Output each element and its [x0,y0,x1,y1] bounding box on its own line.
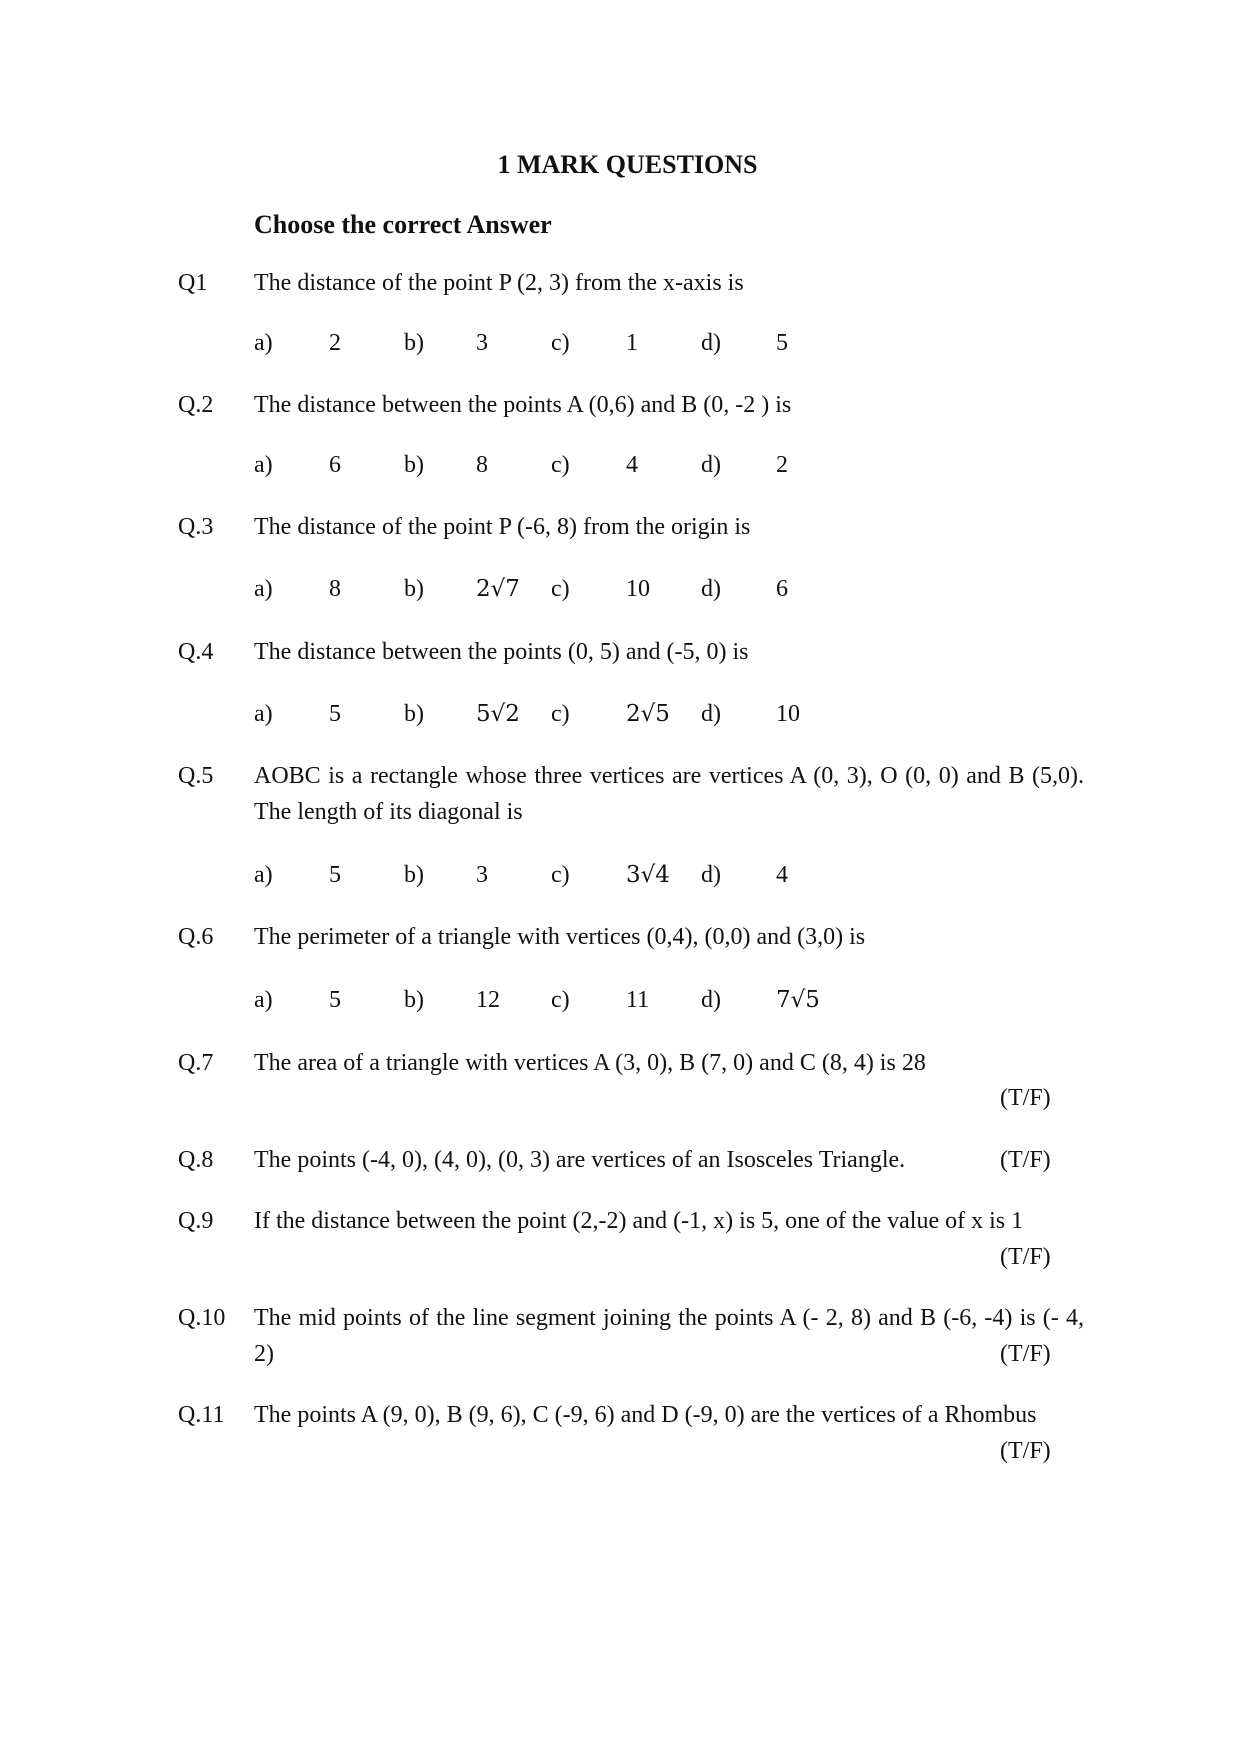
question-number: Q.2 [178,392,214,418]
option-label: a) [254,452,273,478]
question-text: The mid points of the line segment joining the points A (- 2, 8) and B (-6, -4) is (- 4, 2) [254,1305,1084,1367]
options-row [254,452,854,488]
option-value: 7√5 [776,987,820,1013]
option-label: d) [701,701,721,727]
true-false-marker: (T/F) [1000,1085,1051,1111]
option-value: 3√4 [626,862,670,888]
option-value: 10 [626,576,650,602]
question-text: The distance between the points A (0,6) and B (0, -2 ) is [254,392,792,418]
option-value: 5 [776,330,788,356]
option-value: 2 [776,452,788,478]
option-label: d) [701,330,721,356]
question-number: Q.7 [178,1050,214,1076]
question-number: Q.11 [178,1402,225,1428]
question-number: Q.5 [178,763,214,789]
option-value: 8 [476,452,488,478]
option-label: b) [404,701,424,727]
option-value: 5√2 [476,701,520,727]
true-false-marker: (T/F) [1000,1438,1051,1464]
option-label: c) [551,576,570,602]
options-row [254,701,854,737]
option-value: 6 [329,452,341,478]
option-label: a) [254,701,273,727]
option-value: 1 [626,330,638,356]
question-number: Q.3 [178,514,214,540]
question-text: The points (-4, 0), (4, 0), (0, 3) are vertices of an Isosceles Triangle. [254,1147,906,1173]
option-label: c) [551,862,570,888]
question-text: The points A (9, 0), B (9, 6), C (-9, 6) and D (-9, 0) are the vertices of a Rhombus [254,1402,1037,1428]
option-label: d) [701,862,721,888]
options-row [254,987,854,1023]
true-false-marker: (T/F) [1000,1341,1051,1367]
option-label: d) [701,576,721,602]
option-label: b) [404,987,424,1013]
option-value: 5 [329,862,341,888]
option-value: 8 [329,576,341,602]
option-value: 6 [776,576,788,602]
option-label: c) [551,452,570,478]
option-label: b) [404,862,424,888]
true-false-marker: (T/F) [1000,1147,1051,1173]
option-label: d) [701,987,721,1013]
option-value: 4 [776,862,788,888]
option-label: a) [254,987,273,1013]
option-label: b) [404,330,424,356]
question-text: The distance of the point P (-6, 8) from the origin is [254,514,751,540]
option-label: b) [404,576,424,602]
option-label: c) [551,987,570,1013]
option-value: 2√5 [626,701,670,727]
question-text: AOBC is a rectangle whose three vertices are vertices A (0, 3), O (0, 0) and B (5,0). The length of its diagonal is [254,763,1084,825]
question-number: Q.6 [178,924,214,950]
question-number: Q.4 [178,639,214,665]
option-value: 4 [626,452,638,478]
option-value: 5 [329,987,341,1013]
instruction-heading: Choose the correct Answer [254,210,552,239]
option-value: 11 [626,987,650,1013]
question-text: The perimeter of a triangle with vertices (0,4), (0,0) and (3,0) is [254,924,866,950]
option-label: a) [254,576,273,602]
option-value: 10 [776,701,800,727]
question-text: The distance between the points (0, 5) and (-5, 0) is [254,639,749,665]
question-number: Q.10 [178,1305,226,1331]
question-text: The distance of the point P (2, 3) from the x-axis is [254,270,744,296]
options-row [254,862,854,898]
option-label: b) [404,452,424,478]
option-label: c) [551,701,570,727]
option-value: 5 [329,701,341,727]
option-value: 2√7 [476,576,520,602]
question-number: Q.8 [178,1147,214,1173]
option-label: c) [551,330,570,356]
option-value: 12 [476,987,500,1013]
true-false-marker: (T/F) [1000,1244,1051,1270]
page-title: 1 MARK QUESTIONS [497,150,758,179]
option-value: 2 [329,330,341,356]
question-text: If the distance between the point (2,-2) and (-1, x) is 5, one of the value of x is 1 [254,1208,1024,1234]
question-text: The area of a triangle with vertices A (3, 0), B (7, 0) and C (8, 4) is 28 [254,1050,926,1076]
question-number: Q.9 [178,1208,214,1234]
option-label: a) [254,330,273,356]
option-value: 3 [476,862,488,888]
option-value: 3 [476,330,488,356]
question-number: Q1 [178,270,208,296]
options-row [254,330,854,366]
option-label: a) [254,862,273,888]
option-label: d) [701,452,721,478]
options-row [254,576,854,612]
